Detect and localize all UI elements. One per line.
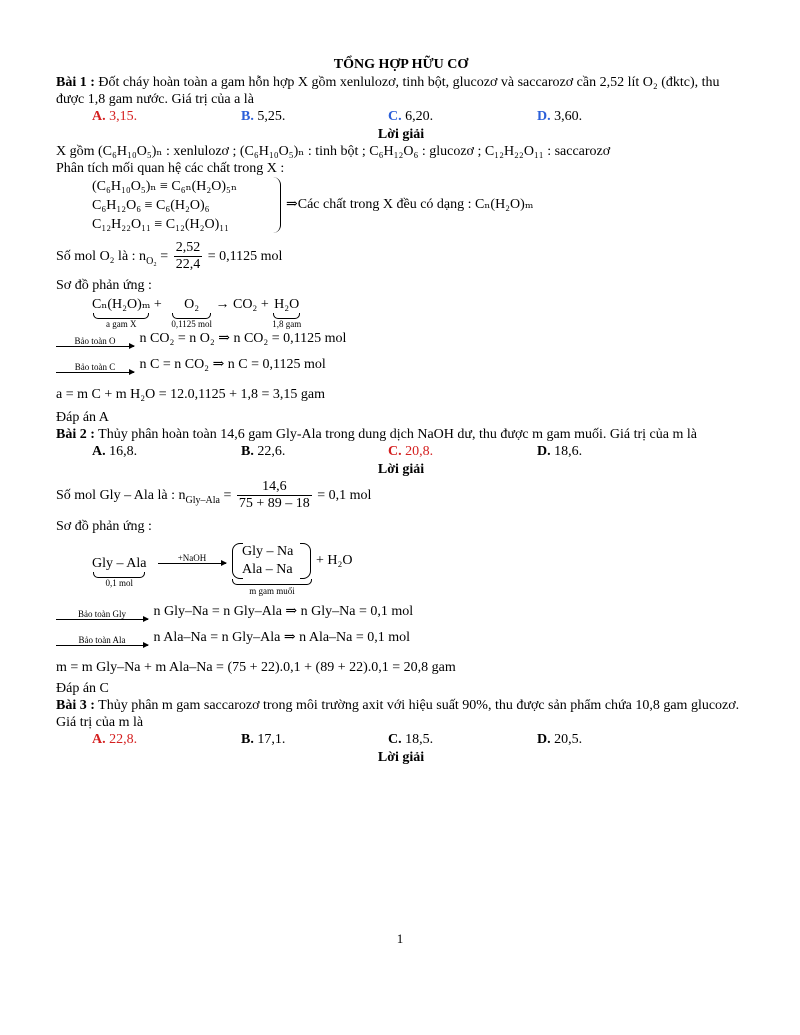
conservation-c-line: Bảo toàn C n C = n CO₂ ⇒ n C = 0,1125 mol bbox=[56, 356, 746, 382]
relation-block bbox=[92, 177, 746, 235]
relation-row: (C₆H₁₀O₅)ₙ ≡ C₆ₙ(H₂O)₅ₙ bbox=[92, 179, 237, 194]
question-1 bbox=[56, 74, 746, 426]
option-d[interactable]: D. 3,60. bbox=[537, 109, 583, 124]
question-1-label: Bài 1 : bbox=[56, 75, 95, 90]
sodo-label: Sơ đồ phản ứng : bbox=[56, 278, 152, 293]
answer-line: Đáp án A bbox=[56, 410, 109, 425]
question-1-text: Bài 1 : Đốt cháy hoàn toàn a gam hỗn hợp X gồm xenlulozơ, tinh bột, glucozơ và saccarozơ cần 2,52 lít O₂ (đktc), thu được 1,8 gam nước. Giá trị của a là bbox=[56, 75, 720, 107]
relation-row: C₆H₁₂O₆ ≡ C₆(H₂O)₆ bbox=[92, 198, 210, 213]
question-2-text: Bài 2 : Thủy phân hoàn toàn 14,6 gam Gly-Ala trong dung dịch NaOH dư, thu được m gam muối. Giá trị của m là bbox=[56, 427, 697, 442]
mol-glyala-line: Số mol Gly – Ala là : $n_{Gly-Ala}$ = $\frac{14,6}{75 + 89 - 18}$ = 0,1 mol bbox=[56, 479, 372, 512]
calc-line: a = m C + m H₂O = 12.0,1125 + 1,8 = 3,15 gam bbox=[56, 387, 325, 402]
question-1-options bbox=[56, 108, 746, 126]
mol-o2-line: Số mol O₂ là : $n_{O_2}$ = $\frac{2,52}{22,4}$ = 0,1125 mol bbox=[56, 240, 283, 273]
question-2-options bbox=[56, 443, 746, 461]
question-3-text: Bài 3 : Thủy phân m gam saccarozơ trong môi trường axit với hiệu suất 90%, thu được sản phẩm chứa 10,8 gam glucozơ. Giá trị của m là bbox=[56, 698, 740, 730]
conservation-o-line: Bảo toàn O n CO₂ = n O₂ ⇒ n CO₂ = 0,1125 mol bbox=[56, 330, 746, 356]
calc-line: m = m Gly–Na + m Ala–Na = (75 + 22).0,1 + (89 + 22).0,1 = 20,8 gam bbox=[56, 660, 456, 675]
page-number: 1 bbox=[396, 931, 404, 946]
question-2 bbox=[56, 426, 746, 697]
option-c[interactable]: C. 20,8. bbox=[388, 444, 434, 459]
conservation-ala-line: Bảo toàn Ala n Ala–Na = n Gly–Ala ⇒ n Ala–Na = 0,1 mol bbox=[56, 629, 746, 655]
option-b[interactable]: B. 5,25. bbox=[241, 109, 286, 124]
question-2-label: Bài 2 : bbox=[56, 427, 95, 442]
option-c[interactable]: C. 18,5. bbox=[388, 732, 434, 747]
option-d[interactable]: D. 20,5. bbox=[537, 732, 583, 747]
sodo-label: Sơ đồ phản ứng : bbox=[56, 519, 152, 534]
solution-heading: Lời giải bbox=[377, 462, 425, 477]
option-d[interactable]: D. 18,6. bbox=[537, 444, 583, 459]
right-brace bbox=[272, 177, 281, 233]
solution-line: Phân tích mối quan hệ các chất trong X : bbox=[56, 161, 285, 176]
solution-line: X gồm (C₆H₁₀O₅)ₙ : xenlulozơ ; (C₆H₁₀O₅)ₙ : tinh bột ; C₆H₁₂O₆ : glucozơ ; C₁₂H₂₂O₁₁ : saccarozơ bbox=[56, 144, 611, 159]
page-title: TỔNG HỢP HỮU CƠ bbox=[333, 57, 469, 72]
question-3-label: Bài 3 : bbox=[56, 698, 95, 713]
solution-heading: Lời giải bbox=[377, 127, 425, 142]
relation-row: C₁₂H₂₂O₁₁ ≡ C₁₂(H₂O)₁₁ bbox=[92, 217, 230, 232]
reaction-scheme-2: Gly – Ala 0,1 mol +NaOH Gly – Na Ala – Na m gam muối + H₂O bbox=[92, 544, 353, 596]
option-c[interactable]: C. 6,20. bbox=[388, 109, 434, 124]
option-a[interactable]: A. 3,15. bbox=[92, 109, 138, 124]
question-3 bbox=[56, 697, 746, 766]
answer-line: Đáp án C bbox=[56, 681, 109, 696]
question-3-options bbox=[56, 731, 746, 749]
reaction-scheme-1: Cₙ(H₂O)ₘ a gam X + O₂ 0,1125 mol → CO₂ + H₂O 1,8 gam bbox=[92, 297, 302, 329]
option-b[interactable]: B. 22,6. bbox=[241, 444, 286, 459]
document-page bbox=[56, 56, 746, 766]
option-b[interactable]: B. 17,1. bbox=[241, 732, 286, 747]
conservation-gly-line: Bảo toàn Gly n Gly–Na = n Gly–Ala ⇒ n Gly–Na = 0,1 mol bbox=[56, 603, 746, 629]
solution-heading: Lời giải bbox=[377, 750, 425, 765]
option-a[interactable]: A. 22,8. bbox=[92, 732, 138, 747]
option-a[interactable]: A. 16,8. bbox=[92, 444, 138, 459]
relation-conclusion: ⇒Các chất trong X đều có dạng : Cₙ(H₂O)ₘ bbox=[286, 197, 534, 212]
